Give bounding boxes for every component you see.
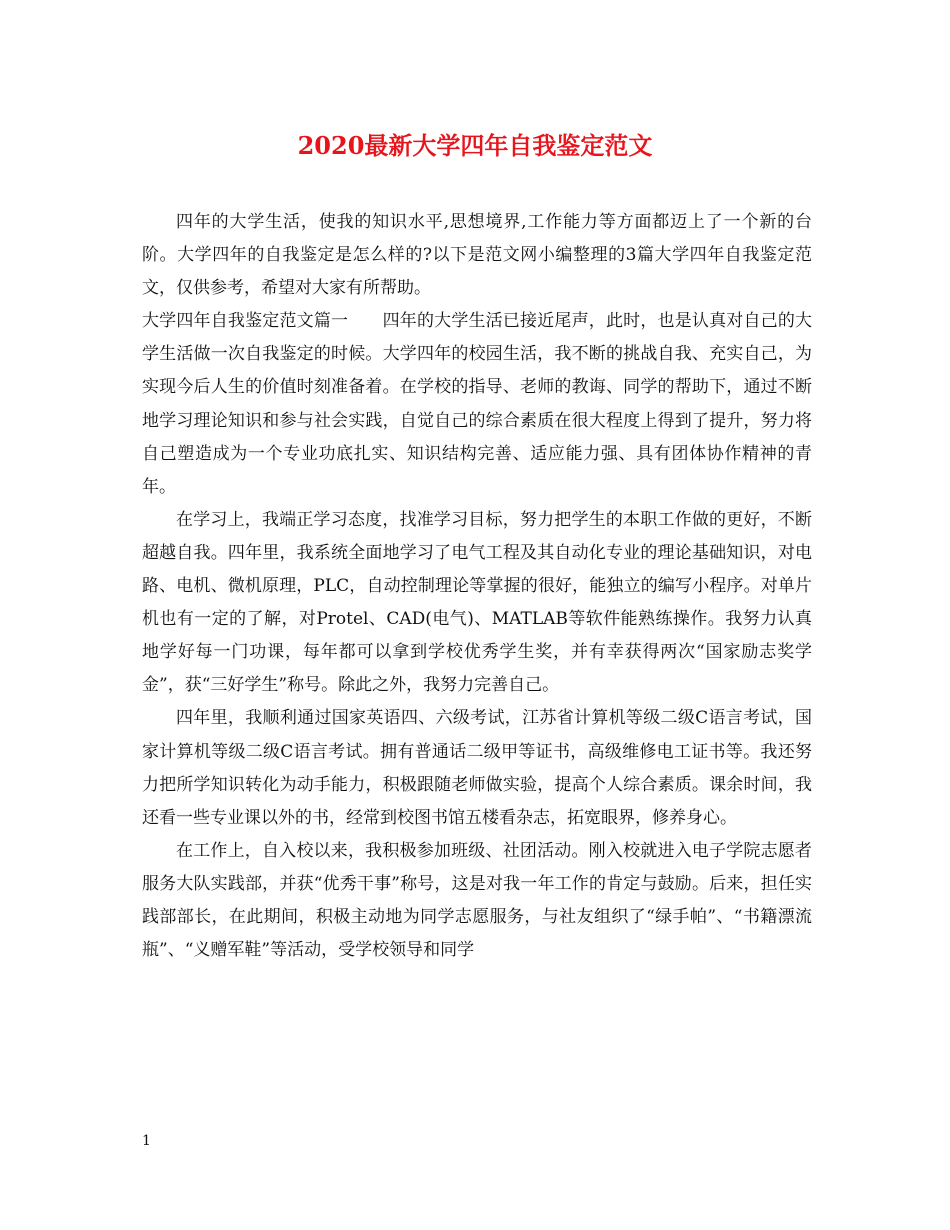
document-title: 2020最新大学四年自我鉴定范文 [297,131,653,160]
paragraph-intro: 四年的大学生活，使我的知识水平,思想境界,工作能力等方面都迈上了一个新的台阶。大学四年的自我鉴定是怎么样的?以下是范文网小编整理的3篇大学四年自我鉴定范文，仅供参考，希望对大家有所帮助。 [142,212,812,299]
paragraph-study: 在学习上，我端正学习态度，找准学习目标，努力把学生的本职工作做的更好，不断超越自我。四年里，我系统全面地学习了电气工程及其自动化专业的理论基础知识，对电路、电机、微机原理，PLC，自动控制理论等掌握的很好，能独立的编写小程序。对单片机也有一定的了解，对Protel、CAD(电气)、MATLAB等软件能熟练操作。我努力认真地学好每一门功课，每年都可以拿到学校优秀学生奖，并有幸获得两次“国家励志奖学金”，获“三好学生”称号。除此之外，我努力完善自己。 [142,509,812,696]
paragraph-essay-one-opening: 大学四年自我鉴定范文篇一 四年的大学生活已接近尾声，此时，也是认真对自己的大学生活做一次自我鉴定的时候。大学四年的校园生活，我不断的挑战自我、充实自己，为实现今后人生的价值时刻准备着。在学校的指导、老师的教诲、同学的帮助下，通过不断地学习理论知识和参与社会实践，自觉自己的综合素质在很大程度上得到了提升，努力将自己塑造成为一个专业功底扎实、知识结构完善、适应能力强、具有团体协作精神的青年。 [142,311,812,497]
document-body [142,206,812,967]
page-number: 1 [142,1133,151,1149]
paragraph-work: 在工作上，自入校以来，我积极参加班级、社团活动。刚入校就进入电子学院志愿者服务大队实践部，并获“优秀干事”称号，这是对我一年工作的肯定与鼓励。后来，担任实践部部长，在此期间，积极主动地为同学志愿服务，与社友组织了“绿手帕”、“书籍漂流瓶”、“义赠军鞋”等活动，受学校领导和同学 [142,840,812,961]
paragraph-certificates: 四年里，我顺利通过国家英语四、六级考试，江苏省计算机等级二级C语言考试，国家计算机等级二级C语言考试。拥有普通话二级甲等证书，高级维修电工证书等。我还努力把所学知识转化为动手能力，积极跟随老师做实验，提高个人综合素质。课余时间，我还看一些专业课以外的书，经常到校图书馆五楼看杂志，拓宽眼界，修养身心。 [142,708,812,828]
